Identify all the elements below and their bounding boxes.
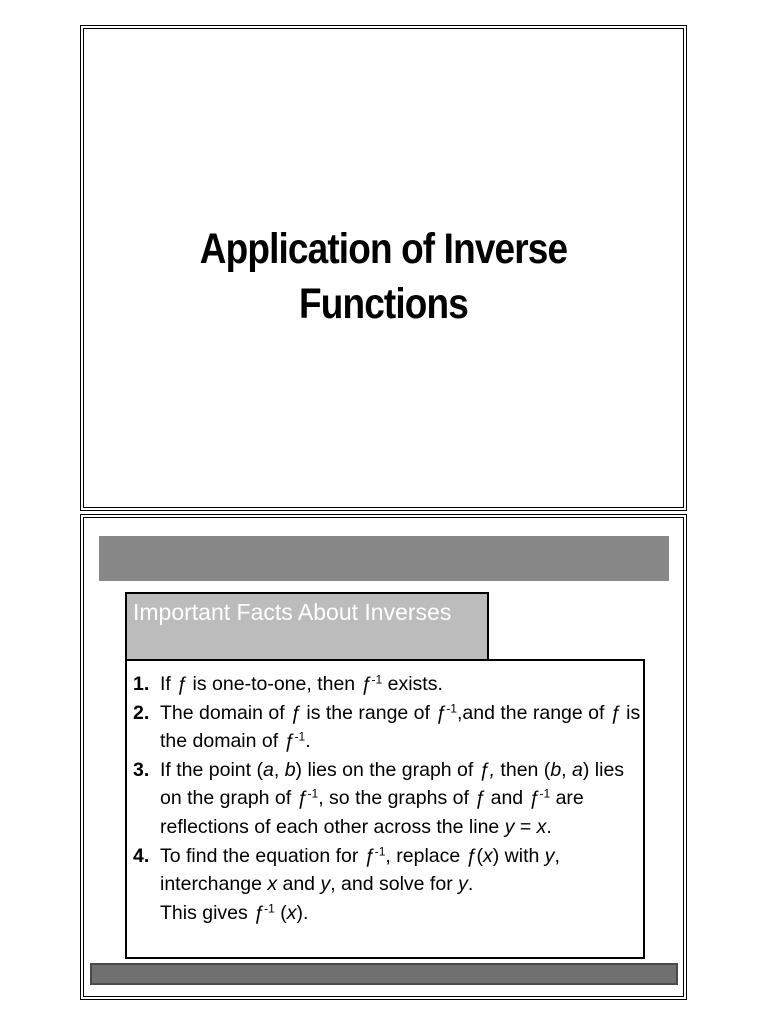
fact-4-continuation: This gives $ƒ^{-1}$ (x). (160, 901, 309, 924)
facts-header: Important Facts About Inverses (125, 592, 489, 662)
slide-title (123, 222, 643, 332)
fact-number: 4. (133, 844, 150, 867)
slide-footer-bar (90, 963, 678, 985)
slide-title-line-1: Application of Inverse (199, 225, 568, 273)
fact-item-4 (133, 842, 643, 899)
fact-text: The domain of ƒ is the range of $ƒ^{-1},and$ the range of ƒ is the domain of $ƒ^{-1}$. (160, 700, 641, 753)
title-slide (80, 25, 687, 511)
fact-item-3 (133, 756, 643, 842)
fact-item-2 (133, 699, 643, 756)
fact-item-1 (133, 670, 643, 699)
fact-number: 1. (133, 673, 150, 695)
slide-header-bar (99, 536, 669, 581)
facts-content-box (125, 659, 645, 959)
slide-title-line-2: Functions (299, 280, 468, 328)
fact-text: If ƒ is one-to-one, then $ƒ^{-1}$ exists. (160, 672, 443, 695)
fact-text: If the point (a, b) lies on the graph of ƒ, then (b, a) lies on the graph of $ƒ^{-1}$, so the graphs of ƒ and $ƒ^{-1}$ are reflections of each other across the line y = x. (160, 758, 625, 838)
fact-number: 2. (133, 701, 150, 724)
facts-list (133, 670, 643, 899)
fact-number: 3. (133, 758, 150, 781)
facts-slide (80, 514, 687, 1000)
fact-text: To find the equation for $ƒ^{-1}$, replace ƒ(x) with y, interchange x and y, and solve for y. (160, 843, 560, 896)
